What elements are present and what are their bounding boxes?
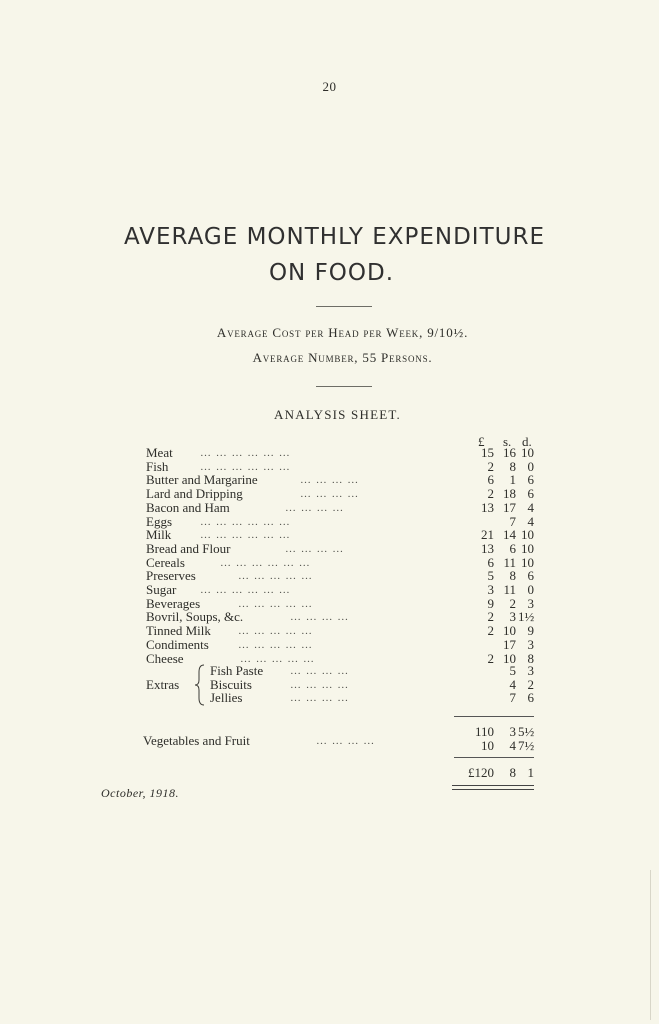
item-shillings: 3 [509, 609, 516, 625]
item-pence: 8 [527, 650, 534, 666]
item-pounds: 5 [487, 568, 494, 584]
leader-dots: … … … … … [238, 638, 313, 651]
total-row [0, 766, 659, 780]
total-double-rule [452, 785, 534, 790]
page-title-line1: AVERAGE MONTHLY EXPENDITURE [124, 224, 545, 250]
item-shillings: 2 [509, 595, 516, 611]
extras-row [0, 664, 659, 678]
item-label: Cereals [146, 554, 185, 570]
item-label: Bovril, Soups, &c. [146, 609, 244, 625]
item-label: Bread and Flour [146, 540, 231, 556]
item-pounds: 13 [481, 540, 494, 556]
item-shillings: 16 [503, 445, 516, 460]
page-number: 20 [322, 79, 337, 94]
table-row [0, 556, 659, 570]
item-shillings: 11 [503, 582, 516, 597]
item-pounds: 2 [487, 609, 494, 625]
leader-dots: … … … … [290, 665, 350, 677]
extras-shillings: 4 [509, 676, 516, 692]
extras-pence: 2 [527, 676, 534, 692]
veg-shillings: 4 [509, 738, 516, 753]
item-pence: 3 [527, 636, 534, 652]
item-pounds: 2 [487, 458, 494, 474]
subtotal-pence: 5½ [518, 724, 535, 739]
veg-pence: 7½ [518, 738, 535, 753]
item-pence: 6 [527, 472, 534, 488]
item-label: Condiments [146, 636, 209, 652]
page-title-line2: ON FOOD. [268, 260, 395, 286]
item-pence: 9 [527, 623, 534, 639]
divider-rule [316, 386, 372, 387]
table-row [0, 597, 659, 611]
extras-item-label: Jellies [210, 690, 243, 706]
item-shillings: 11 [503, 554, 516, 570]
leader-dots: … … … … [316, 735, 376, 747]
item-pence: 10 [521, 445, 534, 460]
total-shillings: 8 [509, 765, 516, 780]
item-pence: 1½ [518, 609, 535, 625]
total-pounds: £120 [468, 765, 494, 780]
item-label: Preserves [146, 568, 196, 584]
leader-dots: … … … … … [238, 570, 313, 583]
page-edge [650, 870, 651, 1020]
brace-icon [193, 664, 207, 706]
item-pounds: 9 [487, 595, 494, 611]
veg-label: Vegetables and Fruit [143, 733, 250, 748]
item-pounds: 2 [487, 623, 494, 639]
leader-dots: … … … … [290, 692, 350, 705]
extras-label: Extras [146, 677, 180, 692]
item-pounds: 6 [487, 472, 494, 488]
item-shillings: 10 [503, 623, 516, 639]
leader-dots: … … … … … … [200, 460, 291, 473]
leader-dots: … … … … [300, 488, 360, 501]
total-rule [454, 757, 534, 758]
table-row [0, 610, 659, 624]
subtotal-pounds: 110 [474, 724, 494, 739]
table-row [0, 583, 659, 597]
column-header-pence: d. [522, 434, 532, 449]
item-label: Beverages [146, 595, 201, 611]
extras-shillings: 5 [509, 663, 516, 678]
extras-row [0, 691, 659, 705]
item-shillings: 14 [503, 527, 516, 543]
item-label: Butter and Margarine [146, 472, 258, 488]
item-pounds: 15 [481, 445, 494, 460]
leader-dots: … … … … [285, 501, 345, 514]
table-row [0, 528, 659, 542]
table-row [0, 501, 659, 515]
subtotal-rule [454, 716, 534, 717]
item-label: Cheese [146, 650, 184, 666]
item-shillings: 17 [503, 636, 516, 652]
item-shillings: 18 [503, 486, 516, 502]
item-pence: 10 [521, 540, 534, 556]
item-pence: 3 [527, 595, 534, 611]
item-pence: 10 [521, 554, 534, 570]
leader-dots: … … … … … [238, 597, 313, 610]
item-shillings: 8 [509, 568, 516, 584]
veg-pounds: 10 [481, 738, 494, 753]
leader-dots: … … … … … [238, 625, 313, 638]
item-pence: 0 [527, 582, 534, 597]
subtitle-persons: Average Number, 55 Persons. [252, 350, 433, 365]
item-shillings: 8 [509, 458, 516, 474]
table-row [0, 569, 659, 583]
leader-dots: … … … … … … [200, 529, 291, 542]
leader-dots: … … … … [290, 611, 350, 624]
leader-dots: … … … … … … [220, 556, 311, 569]
item-label: Sugar [146, 582, 177, 597]
leader-dots: … … … … … [240, 652, 315, 665]
leader-dots: … … … … … … [200, 584, 291, 596]
item-pence: 10 [521, 527, 534, 543]
total-pence: 1 [527, 765, 534, 780]
item-pence: 6 [527, 486, 534, 502]
item-pounds: 2 [487, 486, 494, 502]
item-pence: 6 [527, 568, 534, 584]
extras-pence: 3 [527, 663, 534, 678]
item-label: Eggs [146, 513, 172, 529]
leader-dots: … … … … [290, 678, 350, 691]
item-pounds: 3 [487, 582, 494, 597]
item-shillings: 7 [509, 513, 516, 529]
extras-row [0, 678, 659, 692]
table-row [0, 638, 659, 652]
document-date: October, 1918. [101, 786, 179, 800]
item-label: Fish [146, 458, 169, 474]
leader-dots: … … … … … … [200, 447, 291, 459]
item-pence: 4 [527, 499, 534, 515]
item-label: Bacon and Ham [146, 499, 230, 515]
extras-shillings: 7 [509, 690, 516, 706]
table-row [0, 515, 659, 529]
item-shillings: 6 [509, 540, 516, 556]
item-pounds: 6 [487, 554, 494, 570]
item-pounds: 21 [481, 527, 494, 543]
item-pounds: 2 [487, 650, 494, 666]
analysis-heading: ANALYSIS SHEET. [274, 407, 401, 422]
item-label: Milk [146, 527, 172, 543]
item-pounds: 13 [481, 499, 494, 515]
table-row [0, 473, 659, 487]
item-pence: 0 [527, 458, 534, 474]
item-shillings: 10 [503, 650, 516, 666]
divider-rule [316, 306, 372, 307]
item-label: Lard and Dripping [146, 486, 243, 502]
table-row [0, 460, 659, 474]
leader-dots: … … … … [300, 474, 360, 487]
table-row [0, 624, 659, 638]
subtotal-shillings: 3 [509, 724, 516, 739]
item-pence: 4 [527, 513, 534, 529]
table-row [0, 487, 659, 501]
extras-item-label: Biscuits [210, 676, 252, 692]
table-row [0, 542, 659, 556]
extras-pence: 6 [527, 690, 534, 706]
subtitle-cost: Average Cost per Head per Week, 9/10½. [216, 325, 469, 340]
item-shillings: 17 [503, 499, 516, 515]
leader-dots: … … … … … … [200, 515, 291, 528]
item-shillings: 1 [509, 472, 516, 488]
column-header-shillings: s. [503, 434, 512, 449]
leader-dots: … … … … [285, 542, 345, 555]
item-label: Meat [146, 445, 173, 460]
table-row [0, 446, 659, 460]
column-header-pounds: £ [478, 434, 485, 449]
extras-item-label: Fish Paste [210, 663, 264, 678]
item-label: Tinned Milk [146, 623, 211, 639]
veg-row [0, 739, 659, 753]
